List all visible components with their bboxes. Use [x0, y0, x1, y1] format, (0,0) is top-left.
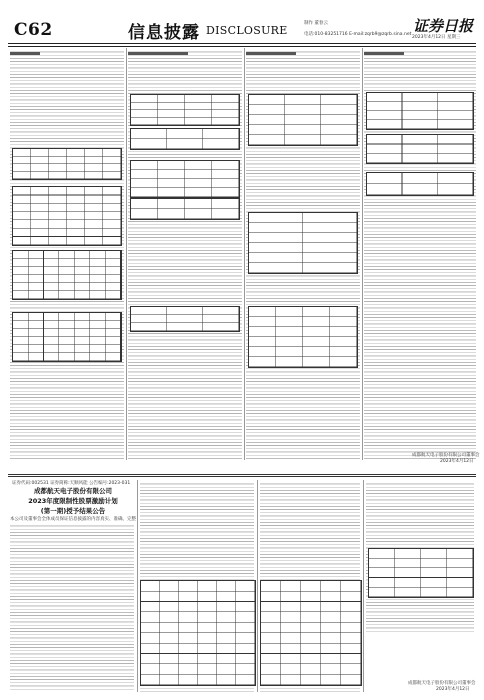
paper-logo: 证券日报	[413, 17, 474, 35]
data-table	[248, 212, 358, 274]
notice-code-line: 证券代码:002531 证券简称:天顺风能 公告编号:2023-031	[12, 481, 131, 486]
date-line: 2023年4月12日 星期三	[412, 35, 461, 40]
data-table	[366, 134, 474, 164]
masthead-rule-double	[8, 46, 476, 47]
contact-line: 电话:010-83251716 E-mail:zqrb9@zqrb.sina.net	[304, 32, 412, 37]
paragraph-heading	[364, 52, 404, 55]
paragraph-heading	[10, 52, 40, 55]
lower-signature-date: 2023年4月12日	[436, 687, 470, 692]
data-table	[366, 92, 474, 130]
column-divider	[244, 48, 245, 460]
notice-title-plan: 2023年度限制性股票激励计划	[28, 497, 118, 505]
section-title-en: DISCLOSURE	[206, 24, 288, 37]
column-divider	[137, 480, 138, 692]
column-divider	[126, 48, 127, 460]
masthead-rule	[8, 43, 476, 44]
column-divider	[363, 480, 364, 692]
data-table	[12, 312, 122, 362]
data-table	[12, 250, 122, 300]
notice-column-1	[10, 524, 134, 692]
upper-signature-date: 2023年4月12日	[440, 459, 474, 464]
data-table	[130, 128, 240, 150]
data-table	[248, 306, 358, 368]
grant-table	[260, 580, 362, 686]
editor-line: 制作 董春云	[304, 21, 328, 26]
lower-signature: 成都航天电子股份有限公司董事会	[408, 681, 476, 686]
data-table	[368, 548, 474, 598]
data-table	[12, 186, 122, 246]
data-table	[12, 148, 122, 180]
notice-title-company: 成都航天电子股份有限公司	[34, 487, 112, 495]
paragraph-heading	[246, 52, 296, 55]
column-divider	[362, 48, 363, 460]
notice-title-result: (第一期)授予结果公告	[40, 507, 106, 515]
data-table	[130, 198, 240, 220]
upper-signature: 成都航天电子股份有限公司董事会	[412, 453, 480, 458]
data-table	[248, 94, 358, 146]
section-title: 信息披露	[128, 23, 200, 43]
data-table	[130, 160, 240, 198]
section-divider	[8, 476, 476, 477]
data-table	[130, 306, 240, 332]
column-divider	[257, 480, 258, 692]
data-table	[366, 172, 474, 196]
page-number: C62	[14, 20, 53, 40]
paragraph-heading	[128, 52, 188, 55]
data-table	[130, 94, 240, 126]
section-divider	[8, 474, 476, 475]
grant-table	[140, 580, 256, 686]
notice-subtitle: 本公司及董事会全体成员保证信息披露的内容真实、准确、完整	[10, 517, 136, 522]
masthead	[8, 12, 476, 44]
